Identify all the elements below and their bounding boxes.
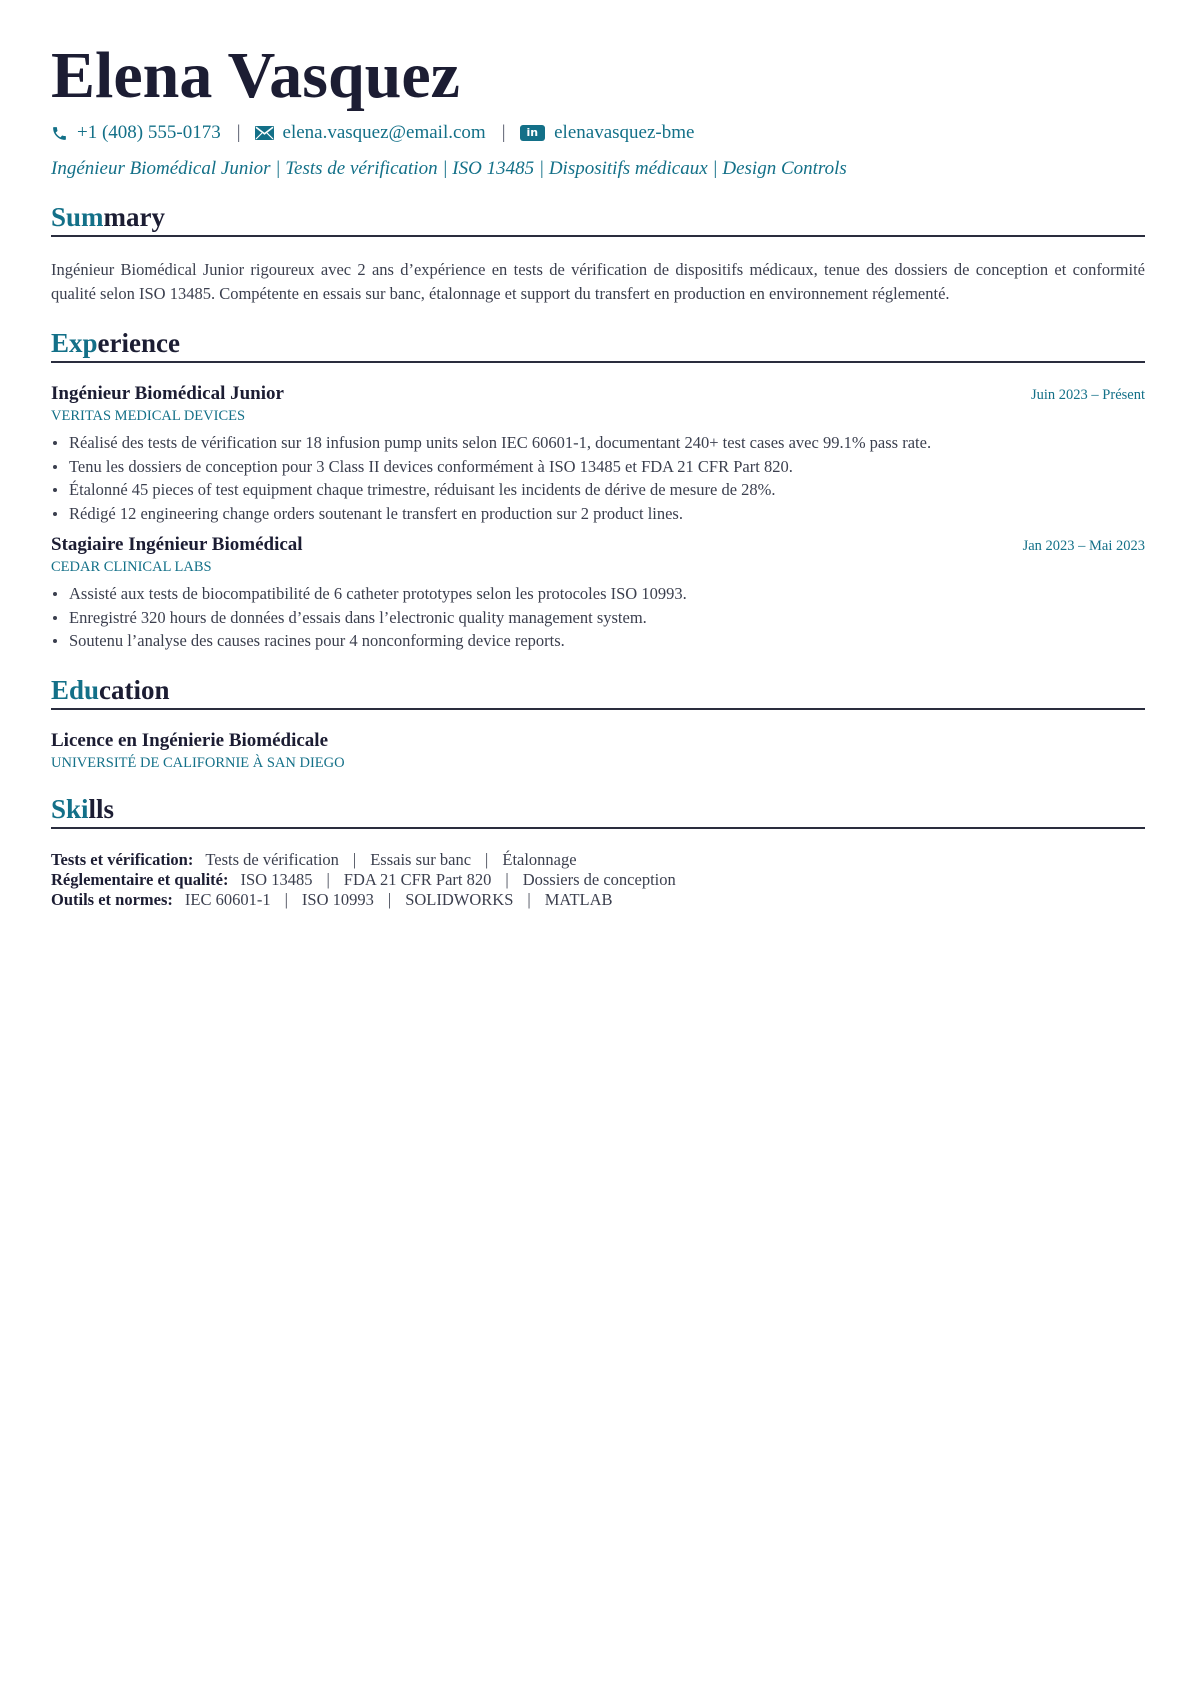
job-title: Ingénieur Biomédical Junior — [51, 383, 284, 404]
bullet-item: Rédigé 12 engineering change orders soutenant le transfert en production sur 2 product lines. — [51, 502, 1145, 526]
skill-item: Essais sur banc — [370, 849, 472, 869]
skill-separator: | — [485, 849, 489, 869]
job-bullets — [51, 582, 1145, 653]
section-title-accent: Sum — [51, 202, 104, 232]
job-company: CEDAR CLINICAL LABS — [51, 559, 212, 575]
skill-category: Réglementaire et qualité: — [51, 869, 229, 889]
section-title-summary — [51, 202, 1145, 237]
skill-category: Outils et normes: — [51, 889, 173, 909]
section-title-accent: Edu — [51, 674, 100, 705]
section-title-experience — [51, 328, 1145, 363]
education-entry — [51, 730, 1145, 772]
linkedin-icon: in — [520, 125, 546, 141]
experience-section — [51, 328, 1145, 653]
skill-item: IEC 60601-1 — [184, 889, 271, 909]
skill-separator: | — [505, 869, 509, 889]
skill-category: Tests et vérification: — [51, 849, 194, 869]
linkedin-text: elenavasquez-bme — [554, 122, 695, 143]
resume-page — [51, 38, 1145, 910]
skill-item: Dossiers de conception — [522, 869, 676, 889]
section-title-rest: erience — [97, 328, 180, 358]
section-title-education — [51, 675, 1145, 710]
envelope-icon — [255, 126, 274, 140]
contact-separator: | — [501, 122, 506, 143]
skill-item: ISO 13485 — [240, 869, 313, 889]
headline-tagline: Ingénieur Biomédical Junior | Tests de vérification | ISO 13485 | Dispositifs médicaux | Design Controls — [51, 158, 847, 179]
phone-icon — [51, 125, 68, 142]
bullet-item: Tenu les dossiers de conception pour 3 Class II devices conformément à ISO 13485 et FDA 21 CFR Part 820. — [51, 455, 1145, 479]
job-entry — [51, 534, 1145, 653]
degree-title: Licence en Ingénierie Biomédicale — [51, 729, 329, 751]
section-title-accent: Ski — [51, 793, 89, 824]
section-title-skills — [51, 794, 1145, 829]
summary-text: Ingénieur Biomédical Junior rigoureux avec 2 ans d’expérience en tests de vérification de dispositifs médicaux, tenue des dossiers de conception et conformité qualité selon ISO 13485. Compétente en essais sur banc, étalonnage et support du transfert en production en environnement réglementé. — [51, 260, 1145, 303]
skill-item: MATLAB — [544, 889, 613, 909]
skill-item: ISO 10993 — [301, 889, 374, 909]
bullet-item: Enregistré 320 hours de données d’essais dans l’electronic quality management system. — [51, 606, 1145, 630]
contact-separator: | — [236, 122, 241, 143]
job-dates: Juin 2023 – Présent — [1031, 387, 1145, 403]
job-title: Stagiaire Ingénieur Biomédical — [51, 534, 303, 555]
skill-item: Tests de vérification — [205, 849, 339, 869]
email-text: elena.vasquez@email.com — [282, 122, 486, 143]
skill-separator: | — [387, 889, 392, 909]
bullet-item: Soutenu l’analyse des causes racines pour 4 nonconforming device reports. — [51, 629, 1145, 653]
summary-section — [51, 202, 1145, 306]
first-name: Elena — [51, 39, 213, 112]
skill-item: Étalonnage — [502, 849, 577, 869]
bullet-item: Assisté aux tests de biocompatibilité de 6 catheter prototypes selon les protocoles ISO 10993. — [51, 582, 1145, 606]
skill-item: SOLIDWORKS — [405, 889, 514, 909]
job-bullets — [51, 431, 1145, 525]
skill-separator: | — [284, 889, 288, 909]
candidate-name — [51, 38, 1145, 114]
phone-text: +1 (408) 555-0173 — [77, 122, 221, 143]
contact-linkedin[interactable] — [520, 122, 695, 144]
contact-phone[interactable] — [51, 122, 221, 144]
skills-section — [51, 794, 1145, 910]
skill-row — [51, 870, 1145, 890]
section-title-rest: mary — [103, 202, 166, 232]
school-name: UNIVERSITÉ DE CALIFORNIE À SAN DIEGO — [51, 754, 345, 771]
last-name: Vasquez — [227, 39, 460, 112]
job-header — [51, 534, 1145, 556]
skill-item: FDA 21 CFR Part 820 — [343, 869, 492, 889]
bullet-item: Réalisé des tests de vérification sur 18 infusion pump units selon IEC 60601-1, documentant 240+ test cases avec 99.1% pass rate. — [51, 431, 1145, 455]
job-dates: Jan 2023 – Mai 2023 — [1022, 538, 1145, 554]
contact-email[interactable] — [255, 122, 486, 144]
skill-row — [51, 850, 1145, 870]
job-entry — [51, 383, 1145, 525]
job-header — [51, 383, 1145, 405]
skill-separator: | — [352, 849, 357, 869]
skill-row — [51, 890, 1145, 910]
education-section — [51, 675, 1145, 772]
skill-separator: | — [527, 889, 531, 909]
section-title-accent: Exp — [51, 328, 98, 358]
job-company: VERITAS MEDICAL DEVICES — [51, 408, 246, 424]
skill-separator: | — [326, 869, 330, 889]
bullet-item: Étalonné 45 pieces of test equipment chaque trimestre, réduisant les incidents de dérive de mesure de 28%. — [51, 478, 1145, 502]
skills-list — [51, 850, 1145, 910]
section-title-rest: lls — [88, 793, 115, 824]
section-title-rest: cation — [99, 674, 170, 705]
contact-bar — [51, 122, 1145, 144]
